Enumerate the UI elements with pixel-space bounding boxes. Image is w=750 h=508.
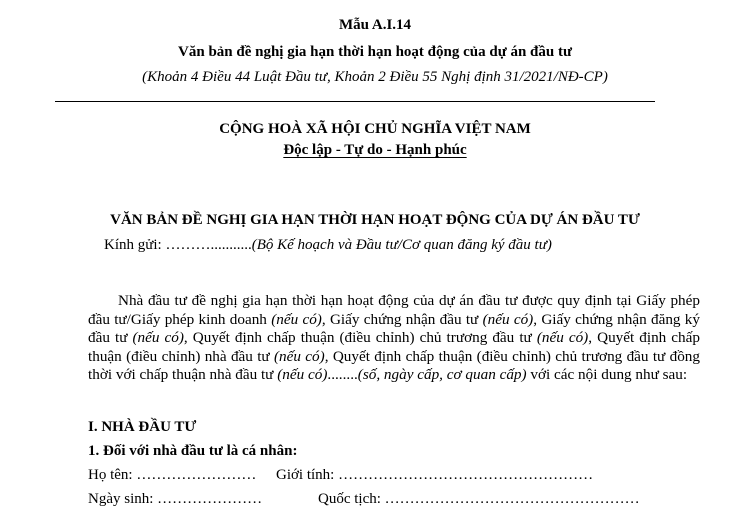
legal-basis: (Khoản 4 Điều 44 Luật Đầu tư, Khoản 2 Điều 55 Nghị định 31/2021/NĐ-CP)	[142, 69, 608, 85]
body-text: , Quyết định chấp thuận (điều chỉnh) chủ trương đầu tư	[183, 329, 537, 347]
body-text: , Giấy chứng nhận đăng ký đầu tư	[88, 310, 700, 347]
body-text: , Giấy chứng nhận đầu tư	[321, 310, 483, 328]
name-field: Họ tên: ……………………	[88, 467, 257, 483]
optional-note: (nếu có)	[271, 310, 322, 328]
nationality-field: Quốc tịch: ……………………………………………	[318, 491, 640, 507]
national-motto: Độc lập - Tự do - Hạnh phúc	[283, 142, 467, 158]
recipient-name: (Bộ Kế hoạch và Đầu tư/Cơ quan đăng ký đầu tư)	[251, 237, 552, 253]
recipient-label: Kính gửi:	[104, 237, 166, 253]
issuance-note: (số, ngày cấp, cơ quan cấp)	[357, 366, 527, 384]
dob-field: Ngày sinh: …………………	[88, 491, 263, 507]
header-divider	[55, 101, 655, 102]
section-heading: I. NHÀ ĐẦU TƯ	[88, 419, 197, 435]
body-text: với các nội dung như sau:	[526, 366, 688, 384]
document-title: VĂN BẢN ĐỀ NGHỊ GIA HẠN THỜI HẠN HOẠT ĐỘNG CỦA DỰ ÁN ĐẦU TƯ	[110, 212, 640, 228]
motto-wrap	[0, 141, 750, 159]
body-text: , Quyết định chấp thuận (điều chỉnh) chủ trương đầu tư đồng thời với chấp thuận nhà đầu tư	[88, 347, 700, 384]
form-code: Mẫu A.I.14	[338, 17, 412, 33]
optional-note: (nếu có)	[277, 366, 328, 384]
form-title: Văn bản đề nghị gia hạn thời hạn hoạt động của dự án đầu tư	[178, 44, 572, 60]
gender-field: Giới tính: ……………………………………………	[276, 467, 594, 483]
body-paragraph	[88, 292, 700, 385]
optional-note: (nếu có)	[132, 329, 184, 347]
body-text: Nhà đầu tư đề nghị gia hạn thời hạn hoạt động của dự án đầu tư được quy định tại Giấy phép đầu tư/Giấy phép kinh doanh	[88, 292, 700, 328]
sub-heading: 1. Đối với nhà đầu tư là cá nhân:	[88, 443, 298, 459]
recipient-line	[104, 236, 552, 254]
optional-note: (nếu có)	[536, 329, 589, 347]
body-text: ........	[327, 366, 358, 384]
optional-note: (nếu có)	[482, 310, 534, 328]
body-text: , Quyết định chấp thuận (điều chỉnh) nhà đầu tư	[88, 329, 700, 365]
optional-note: (nếu có)	[274, 347, 325, 365]
country-name: CỘNG HOÀ XÃ HỘI CHỦ NGHĨA VIỆT NAM	[219, 121, 531, 137]
recipient-dots: ………...........	[165, 237, 252, 253]
